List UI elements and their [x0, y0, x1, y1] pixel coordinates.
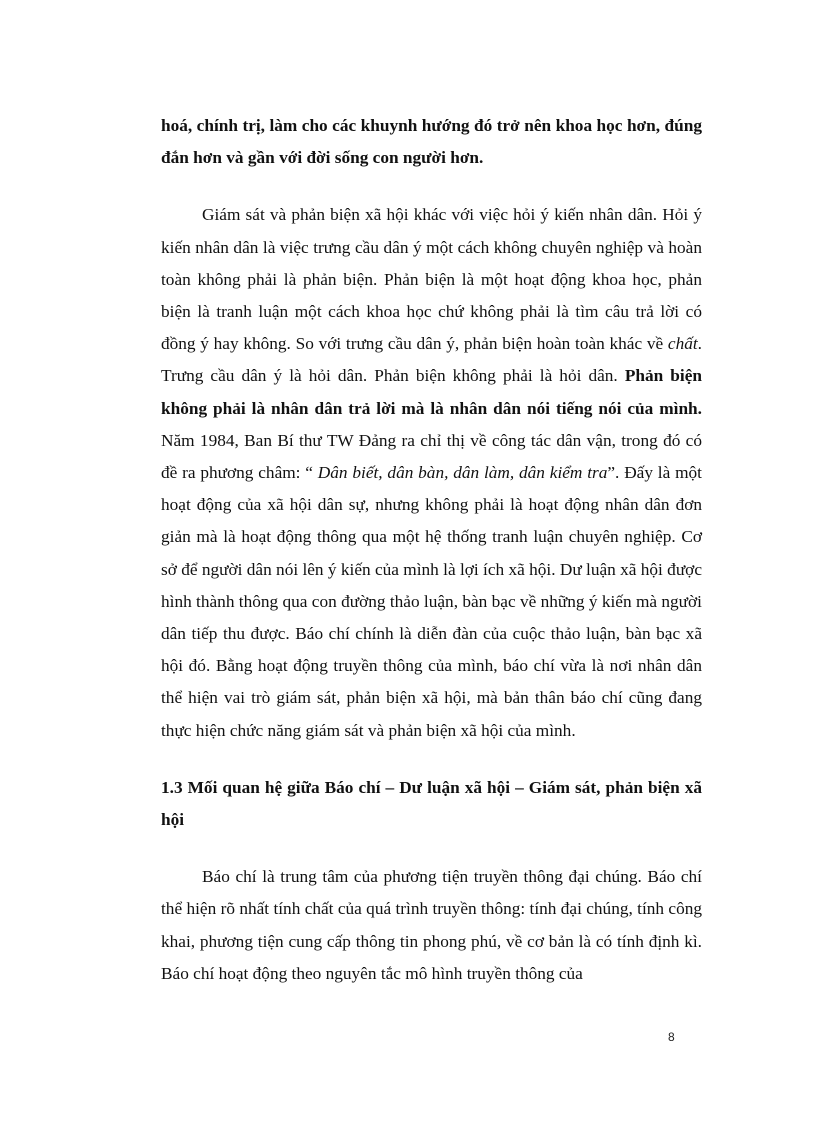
text-run: Năm 1984, Ban Bí thư TW Đảng ra chỉ thị về công tác dân vận, trong đó có đề ra phương châm: “	[161, 430, 702, 483]
text-run: . Trưng cầu dân ý là hỏi dân. Phản biện không phải là hỏi dân.	[161, 334, 702, 386]
paragraph-press: Báo chí là trung tâm của phương tiện truyền thông đại chúng. Báo chí thể hiện rõ nhất tính chất của quá trình truyền thông: tính đại chúng, tính công khai, phương tiện cung cấp thông tin phong phú, về cơ bản là có tính định kì. Báo chí hoạt động theo nguyên tắc mô hình truyền thông của	[161, 867, 702, 983]
intro-paragraph	[161, 110, 702, 174]
intro-bold-text: hoá, chính trị, làm cho các khuynh hướng đó trở nên khoa học hơn, đúng đắn hơn và gần với đời sống con người hơn.	[161, 116, 702, 168]
paragraph-supervision	[161, 199, 702, 746]
page-content	[161, 110, 702, 990]
italic-quote: Dân biết, dân bàn, dân làm, dân kiểm tra	[317, 463, 608, 483]
page-number: 8	[668, 1030, 675, 1044]
section-heading: 1.3 Mối quan hệ giữa Báo chí – Dư luận xã hội – Giám sát, phản biện xã hội	[161, 777, 702, 830]
italic-run: chất	[667, 334, 698, 354]
text-run: Giám sát và phản biện xã hội khác với việc hỏi ý kiến nhân dân. Hỏi ý kiến nhân dân là việc trưng cầu dân ý một cách không chuyên nghiệp và hoàn toàn không phải là phản biện. Phản biện là một hoạt động khoa học, phản biện là tranh luận một cách khoa học chứ không phải là tìm câu trả lời có đồng ý hay không. So với trưng cầu dân ý, phản biện hoàn toàn khác về	[161, 205, 702, 354]
text-run: ”. Đấy là một hoạt động của xã hội dân sự, nhưng không phải là hoạt động nhân dân đơn giản mà là hoạt động thông qua một hệ thống tranh luận chuyên nghiệp. Cơ sở để người dân nói lên ý kiến của mình là lợi ích xã hội. Dư luận xã hội được hình thành thông qua con đường thảo luận, bàn bạc về những ý kiến mà người dân tiếp thu được. Báo chí chính là diễn đàn của cuộc thảo luận, bàn bạc xã hội đó. Bằng hoạt động truyền thông của mình, báo chí vừa là nơi nhân dân thể hiện vai trò giám sát, phản biện xã hội, mà bản thân báo chí cũng đang thực hiện chức năng giám sát và phản biện xã hội của mình.	[161, 463, 702, 740]
bold-run: Phản biện không phải là nhân dân trả lời mà là nhân dân nói tiếng nói của mình.	[161, 366, 702, 418]
